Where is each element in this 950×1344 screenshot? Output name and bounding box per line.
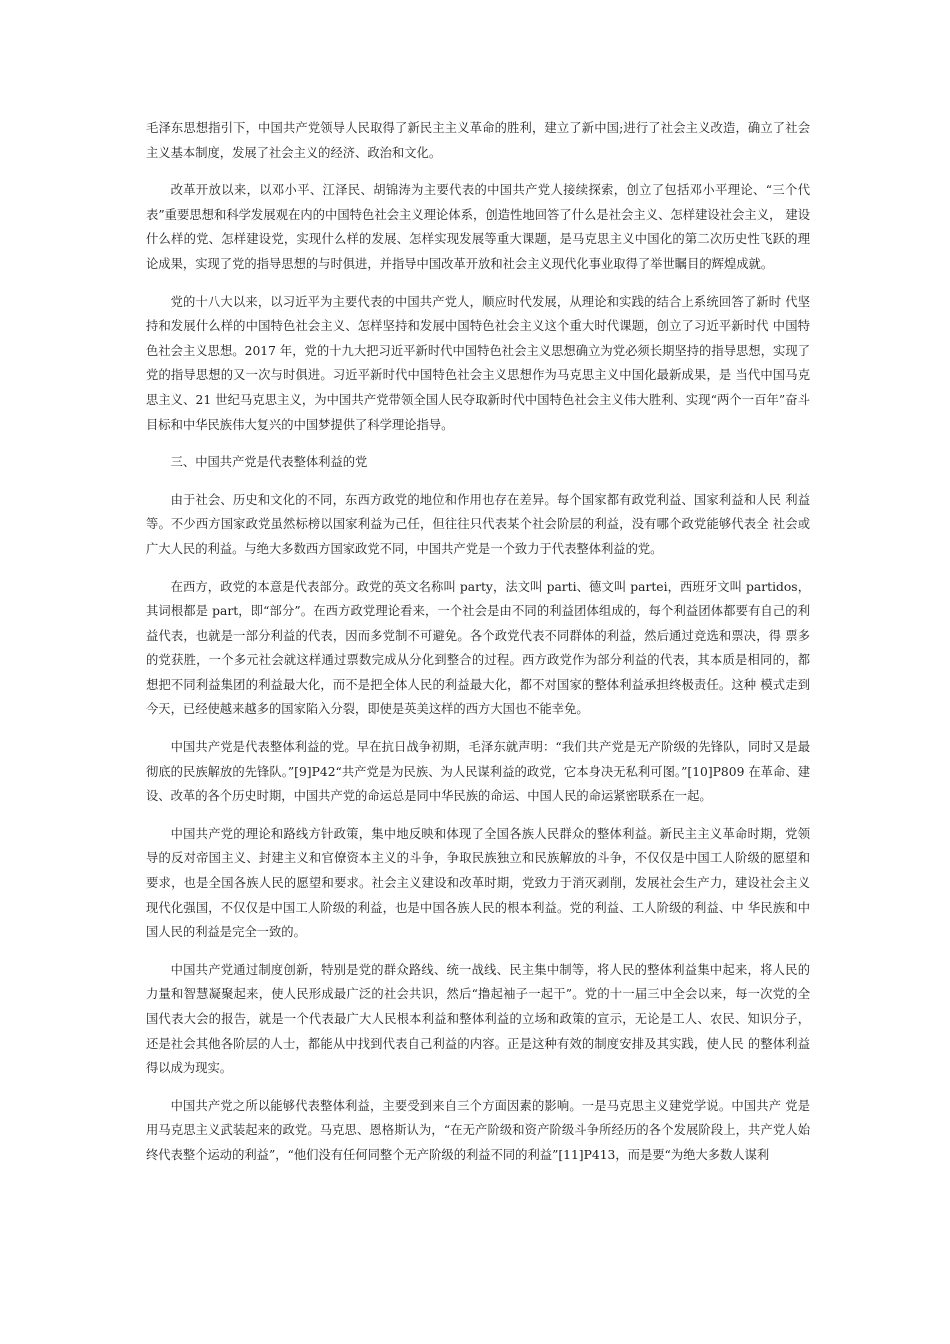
paragraph-three-factors: 中国共产党之所以能够代表整体利益，主要受到来自三个方面因素的影响。一是马克思主义建党学说。中国共产 党是用马克思主义武装起来的政党。马克思、恩格斯认为，“在无产阶级和资产阶级斗争所经历的各个发展阶段上，共产党人始终代表整个运动的利益”，“他们没有任何同整个无产阶级的利益不同的利益”[11]P413，而是要“为绝大多数人谋利 [146,1098,810,1162]
document-body [146,116,810,1181]
paragraph-western-party-meaning: 在西方，政党的本意是代表部分。政党的英文名称叫 party，法文叫 parti、德文叫 partei，西班牙文叫 partidos，其词根都是 part，即“部分”。在西方政党理论看来，一个社会是由不同的利益团体组成的，每个利益团体都要有自己的利益代表，也就是一部分利益的代表，因而多党制不可避免。各个政党代表不同群体的利益，然后通过竞选和票决，得 票多的党获胜，一个多元社会就这样通过票数完成从分化到整合的过程。西方政党作为部分利益的代表，其本质是相同的，都想把不同利益集团的利益最大化，而不是把全体人民的利益最大化，都不对国家的整体利益承担终极责任。这种 模式走到今天，已经使越来越多的国家陷入分裂，即使是英美这样的西方大国也不能幸免。 [146,579,810,717]
paragraph-theory-and-line: 中国共产党的理论和路线方针政策，集中地反映和体现了全国各族人民群众的整体利益。新民主主义革命时期，党领导的反对帝国主义、封建主义和官僚资本主义的斗争，争取民族独立和民族解放的斗争，不仅仅是中国工人阶级的愿望和要求，也是全国各族人民的愿望和要求。社会主义建设和改革时期，党致力于消灭剥削，发展社会生产力，建设社会主义现代化强国，不仅仅是中国工人阶级的利益，也是中国各族人民的根本利益。党的利益、工人阶级的利益、中 华民族和中国人民的利益是完全一致的。 [146,826,810,940]
paragraph-continuation: 毛泽东思想指引下，中国共产党领导人民取得了新民主主义革命的胜利，建立了新中国;进行了社会主义改造，确立了社会主义基本制度，发展了社会主义的经济、政治和文化。 [146,121,810,160]
paragraph-institutional-innovation: 中国共产党通过制度创新，特别是党的群众路线、统一战线、民主集中制等，将人民的整体利益集中起来，将人民的力量和智慧凝聚起来，使人民形成最广泛的社会共识，然后“撸起袖子一起干”。党的十一届三中全会以来，每一次党的全国代表大会的报告，就是一个代表最广大人民根本利益和整体利益的立场和政策的宣示，无论是工人、农民、知识分子，还是社会其他各阶层的人士，都能从中找到代表自己利益的内容。正是这种有效的制度安排及其实践，使人民 的整体利益得以成为现实。 [146,962,810,1076]
paragraph-whole-interest: 中国共产党是代表整体利益的党。早在抗日战争初期，毛泽东就声明：“我们共产党是无产阶级的先锋队，同时又是最彻底的民族解放的先锋队。”[9]P42“共产党是为民族、为人民谋利益的政党，它本身决无私利可图。”[10]P809 在革命、建设、改革的各个历史时期，中国共产党的命运总是同中华民族的命运、中国人民的命运紧密联系在一起。 [146,740,810,804]
paragraph-east-west-parties: 由于社会、历史和文化的不同，东西方政党的地位和作用也存在差异。每个国家都有政党利益、国家利益和人民 利益等。不少西方国家政党虽然标榜以国家利益为己任，但往往只代表某个社会阶层的利益，没有哪个政党能够代表全 社会或广大人民的利益。与绝大多数西方国家政党不同，中国共产党是一个致力于代表整体利益的党。 [146,492,810,556]
paragraph-eighteenth-congress: 党的十八大以来，以习近平为主要代表的中国共产党人，顺应时代发展，从理论和实践的结合上系统回答了新时 代坚持和发展什么样的中国特色社会主义、怎样坚持和发展中国特色社会主义这个重大时代课题，创立了习近平新时代 中国特色社会主义思想。2017 年，党的十九大把习近平新时代中国特色社会主义思想确立为党必须长期坚持的指导思想，实现了党的指导思想的又一次与时俱进。习近平新时代中国特色社会主义思想作为马克思主义中国化最新成果，是 当代中国马克思主义、21 世纪马克思主义，为中国共产党带领全国人民夺取新时代中国特色社会主义伟大胜利、实现“两个一百年”奋斗目标和中华民族伟大复兴的中国梦提供了科学理论指导。 [146,294,810,432]
section-heading: 三、中国共产党是代表整体利益的党 [170,455,368,470]
paragraph-reform-opening: 改革开放以来，以邓小平、江泽民、胡锦涛为主要代表的中国共产党人接续探索，创立了包括邓小平理论、“三个代表”重要思想和科学发展观在内的中国特色社会主义理论体系，创造性地回答了什么是社会主义、怎样建设社会主义， 建设什么样的党、怎样建设党，实现什么样的发展、怎样实现发展等重大课题，是马克思主义中国化的第二次历史性飞跃的理论成果，实现了党的指导思想的与时俱进，并指导中国改革开放和社会主义现代化事业取得了举世瞩目的辉煌成就。 [146,183,810,271]
